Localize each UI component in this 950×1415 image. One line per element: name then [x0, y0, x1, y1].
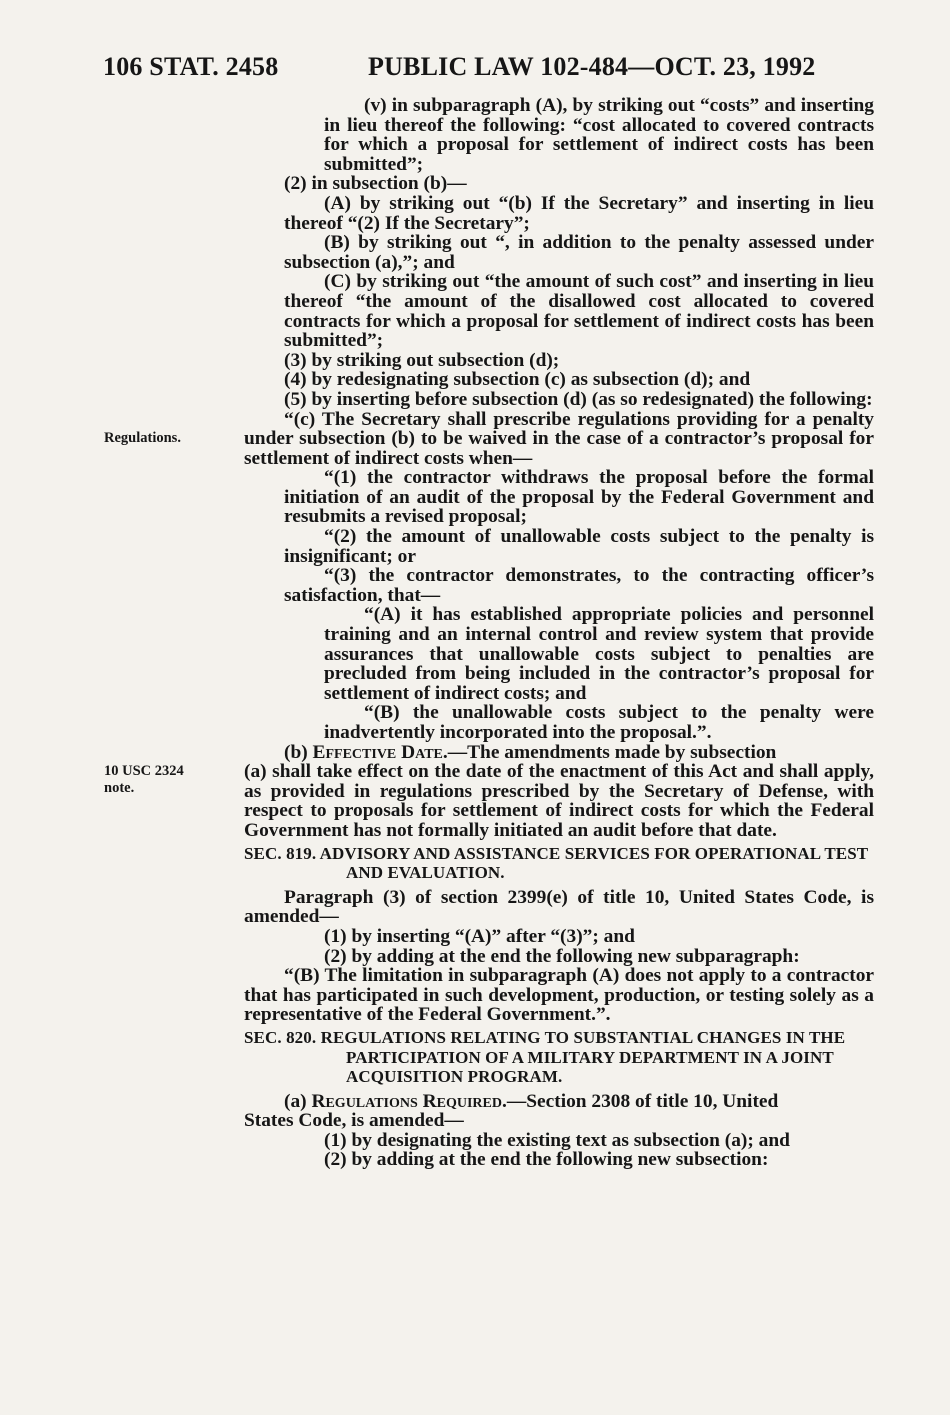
section-heading-820: SEC. 820. REGULATIONS RELATING TO SUBSTANTIAL CHANGES IN THE PARTICIPATION OF A MILITARY DEPARTMENT IN A JOINT ACQUISITION PROGRAM. [244, 1027, 846, 1087]
margin-note-usc [104, 763, 224, 797]
paragraph: (A) by striking out “(b) If the Secretary” and inserting in lieu thereof “(2) If the Secretary”; [284, 192, 874, 234]
paragraph: “(A) it has established appropriate policies and personnel training and an internal control and review system that provide assurances that unallowable costs subject to penalties are precluded from being included in the contractor’s proposal for settlement of indirect costs; and [324, 604, 874, 704]
regs-required-label: (a) [284, 1090, 312, 1112]
effective-date-text: .—The amendments made by subsection [442, 741, 777, 763]
effective-date-label: (b) [284, 741, 313, 763]
paragraph: (5) by inserting before subsection (d) (as so redesignated) the following: [284, 388, 873, 410]
paragraph: “(B) The limitation in subparagraph (A) does not apply to a contractor that has participated in such development, production, or testing solely as a representative of the Federal Government.”. [244, 965, 874, 1026]
stat-page-number: 106 STAT. 2458 [103, 52, 279, 81]
regs-required-paragraph [244, 1092, 874, 1112]
effective-date-caption: Effective Date [312, 741, 443, 763]
paragraph: (C) by striking out “the amount of such cost” and inserting in lieu thereof “the amount of the disallowed cost allocated to covered contracts for which a proposal for settlement of indirect costs has been submitted”; [284, 271, 874, 352]
paragraph: (v) in subparagraph (A), by striking out “costs” and inserting in lieu thereof the following: “cost allocated to covered contracts for which a proposal for settlement of indirect costs has been submitted”; [324, 95, 874, 175]
section-heading-819: SEC. 819. ADVISORY AND ASSISTANCE SERVICES FOR OPERATIONAL TEST AND EVALUATION. [244, 843, 868, 883]
paragraph: (2) by adding at the end the following new subparagraph: [324, 945, 800, 967]
margin-note-usc-line1: 10 USC 2324 [104, 763, 184, 779]
paragraph: “(3) the contractor demonstrates, to the contracting officer’s satisfaction, that— [284, 565, 874, 606]
paragraph: Paragraph (3) of section 2399(e) of title 10, United States Code, is amended— [244, 886, 874, 928]
public-law-header: PUBLIC LAW 102-484—OCT. 23, 1992 [368, 52, 816, 81]
paragraph: (B) by striking out “, in addition to the penalty assessed under subsection (a),”; and [284, 232, 874, 273]
paragraph: “(c) The Secretary shall prescribe regulations providing for a penalty under subsection (b) to be waived in the case of a contractor’s proposal for settlement of indirect costs when— [244, 408, 874, 469]
regs-required-caption: Regulations Required [311, 1090, 502, 1112]
document-body [244, 96, 874, 1170]
paragraph: (2) by adding at the end the following new subsection: [324, 1149, 769, 1171]
regs-required-text: .—Section 2308 of title 10, United [502, 1090, 779, 1112]
paragraph: “(B) the unallowable costs subject to the penalty were inadvertently incorporated into the proposal.”. [324, 702, 874, 743]
paragraph: (3) by striking out subsection (d); [284, 349, 560, 371]
paragraph: (1) by inserting “(A)” after “(3)”; and [324, 925, 635, 947]
paragraph: States Code, is amended— [244, 1110, 464, 1132]
paragraph: (4) by redesignating subsection (c) as subsection (d); and [284, 369, 751, 391]
margin-note-regulations: Regulations. [104, 430, 181, 446]
paragraph: (1) by designating the existing text as subsection (a); and [324, 1129, 790, 1151]
paragraph: (a) shall take effect on the date of the enactment of this Act and shall apply, as provided in regulations prescribed by the Secretary of Defense, with respect to proposals for settlement of indirect costs for which the Federal Government has not formally initiated an audit before that date. [244, 761, 874, 841]
margin-note-usc-line2: note. [104, 780, 135, 796]
paragraph: “(1) the contractor withdraws the proposal before the formal initiation of an audit of the proposal by the Federal Government and resubmits a revised proposal; [284, 467, 874, 528]
effective-date-paragraph [244, 743, 874, 763]
paragraph: (2) in subsection (b)— [284, 173, 467, 195]
paragraph: “(2) the amount of unallowable costs subject to the penalty is insignificant; or [284, 526, 874, 567]
